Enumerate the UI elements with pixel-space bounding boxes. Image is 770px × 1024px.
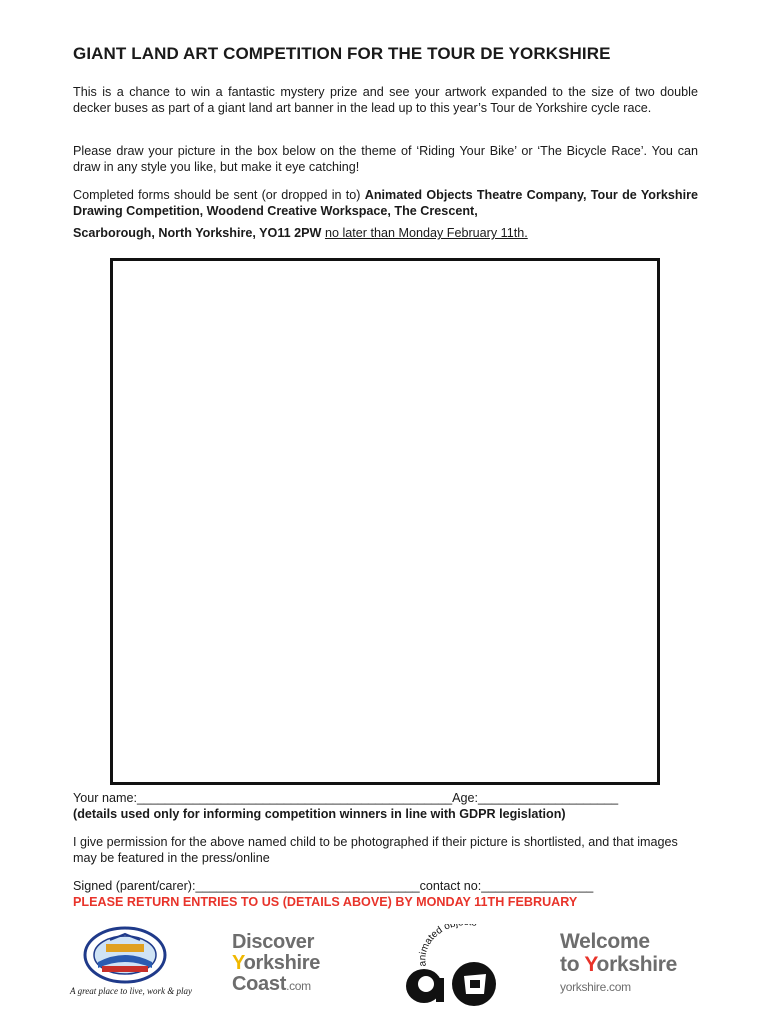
submission-paragraph	[73, 187, 698, 241]
ao-arc-text: animated ob	[417, 924, 457, 967]
signature-field[interactable]: Signed (parent/carer):________________________________contact no:________________	[73, 879, 594, 893]
wty-domain: yorkshire.com	[560, 980, 631, 994]
sponsor-logos	[0, 920, 770, 1020]
send-prefix: Completed forms should be sent (or dropped in to)	[73, 188, 365, 202]
council-seal-logo	[70, 926, 192, 1004]
svg-text:animated objects	[417, 924, 477, 967]
wty-to: to	[560, 953, 585, 976]
animated-objects-logo	[396, 924, 516, 1014]
dyc-y: Y	[232, 952, 244, 974]
address-line-1: Animated Objects Theatre Company, Tour de Yorkshire Drawing Competition, Woodend Creative Workspace, The Crescent,	[73, 188, 698, 218]
deadline-text: no later than Monday February 11th.	[324, 226, 528, 240]
wty-rest: orkshire	[596, 953, 678, 976]
gdpr-note: (details used only for informing competition winners in line with GDPR legislation)	[73, 807, 566, 821]
address-line-2: Scarborough, North Yorkshire, YO11 2PW	[73, 226, 322, 240]
wty-y: Y	[584, 953, 597, 976]
instructions-paragraph: Please draw your picture in the box below on the theme of ‘Riding Your Bike’ or ‘The Bicycle Race’. You can draw in any style you like, but make it eye catching!	[73, 144, 698, 174]
seal-emblem-icon	[70, 926, 180, 984]
drawing-box[interactable]	[110, 258, 660, 785]
wty-line-1: Welcome	[560, 930, 650, 953]
discover-yorkshire-coast-logo	[232, 932, 320, 997]
welcome-to-yorkshire-logo	[560, 930, 677, 994]
intro-paragraph: This is a chance to win a fantastic mystery prize and see your artwork expanded to the size of two double decker buses as part of a giant land art banner in the lead up to this year’s Tour de Yorkshire cycle race.	[73, 85, 698, 115]
dyc-domain: .com	[286, 979, 311, 993]
page-title: GIANT LAND ART COMPETITION FOR THE TOUR DE YORKSHIRE	[73, 44, 611, 63]
council-tagline: A great place to live, work & play	[70, 986, 192, 996]
dyc-line-3: Coast	[232, 973, 287, 995]
ao-logo-icon	[396, 924, 516, 1014]
return-notice: PLEASE RETURN ENTRIES TO US (DETAILS ABOVE) BY MONDAY 11TH FEBRUARY	[73, 895, 578, 909]
dyc-line-2: orkshire	[243, 952, 321, 974]
name-age-section	[73, 790, 713, 822]
dyc-line-1: Discover	[232, 931, 315, 953]
name-age-field[interactable]: Your name:_____________________________________________Age:____________________	[73, 791, 619, 805]
signature-section	[73, 878, 713, 910]
permission-statement: I give permission for the above named child to be photographed if their picture is shortlisted, and that images may be featured in the press/online	[73, 835, 678, 865]
